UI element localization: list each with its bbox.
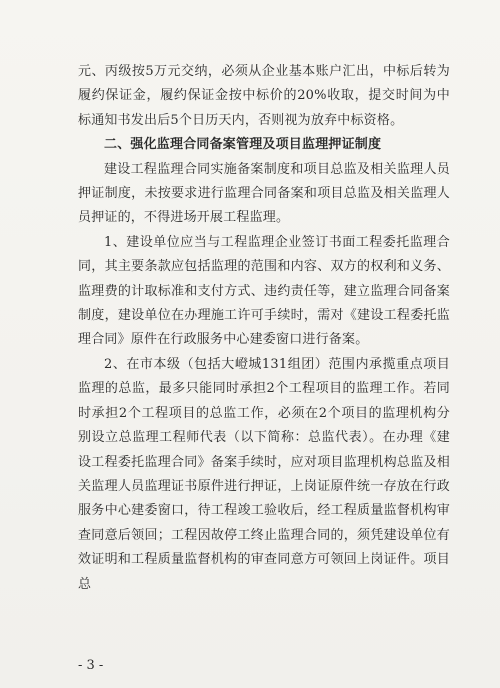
item-1-paragraph: 1、建设单位应当与工程监理企业签订书面工程委托监理合同，其主要条款应包括监理的范围和内容、双方的权利和义务、监理费的计取标准和支付方式、违约责任等，建立监理合同备案制度，建设单位在办理施工许可手续时，需对《建设工程委托监理合同》原件在行政服务中心建委窗口进行备案。 [78, 234, 450, 348]
section-heading [78, 133, 450, 157]
intro-paragraph: 元、丙级按5万元交纳，必须从企业基本账户汇出，中标后转为履约保证金，履约保证金按中标价的20%收取，提交时间为中标通知书发出后5个日历天内，否则视为放弃中标资格。 [78, 64, 450, 128]
page-number: - 3 - [78, 658, 104, 673]
document-body [78, 60, 450, 597]
section-intro-paragraph: 建设工程监理合同实施备案制度和项目总监及相关监理人员押证制度，未按要求进行监理合同备案和项目总监及相关监理人员押证的，不得进场开展工程监理。 [78, 161, 450, 226]
item-2-paragraph: 2、在市本级（包括大嶝城131组团）范围内承揽重点项目监理的总监，最多只能同时承担2个工程项目的监理工作。若同时承担2个工程项目的总监工作，必须在2个项目的监理机构分别设立总监理工程师代表（以下简称：总监代表）。在办理《建设工程委托监理合同》备案手续时，应对项目监理机构总监及相关监理人员监理证书原件进行押证，上岗证原件统一存放在行政服务中心建委窗口，待工程竣工验收后，经工程质量监督机构审查同意后领回；工程因故停工终止监理合同的，须凭建设单位有效证明和工程质量监督机构的审查同意方可领回上岗证件。项目总 [78, 356, 450, 592]
section-heading-text: 二、强化监理合同备案管理及项目监理押证制度 [104, 137, 382, 153]
